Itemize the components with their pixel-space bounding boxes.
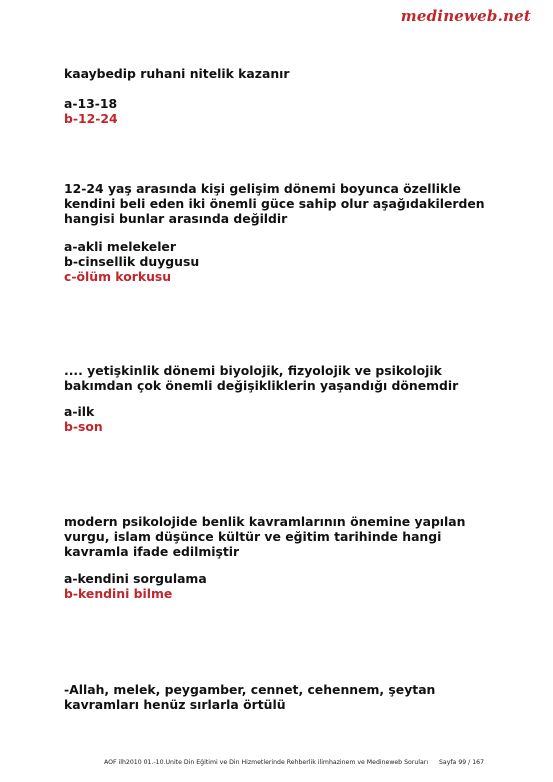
- site-brand: medineweb.net: [400, 7, 531, 25]
- option-a: a-ilk: [64, 404, 95, 419]
- question-text: .... yetişkinlik dönemi biyolojik, fizyolojik ve psikolojik bakımdan çok önemli değişikliklerin yaşandığı dönemdir: [64, 363, 459, 393]
- option-b: b-cinsellik duygusu: [64, 254, 200, 269]
- option-a: a-akli melekeler: [64, 239, 176, 254]
- option-c-correct: c-ölüm korkusu: [64, 269, 172, 284]
- option-b-correct: b-12-24: [64, 111, 118, 126]
- question-text: modern psikolojide benlik kavramlarının önemine yapılan vurgu, islam düşünce kültür ve eğitim tarihinde hangi kavramla ifade edilmiştir: [64, 514, 466, 559]
- footer-text: AÖF ilh2010 01.-10.Ünite Din Eğitimi ve Din Hizmetlerinde Rehberlik ilimhazinem ve Medineweb Soruları: [104, 759, 429, 766]
- question-text: 12-24 yaş arasında kişi gelişim dönemi boyunca özellikle kendini beli eden iki önemli güce sahip olur aşağıdakilerden hangisi bunlar arasında değildir: [64, 181, 485, 226]
- page-number: Sayfa 99 / 167: [439, 759, 485, 766]
- question-text: -Allah, melek, peygamber, cennet, cehennem, şeytan kavramları henüz sırlarla örtülü: [64, 682, 436, 712]
- option-b-correct: b-son: [64, 419, 103, 434]
- option-b-correct: b-kendini bilme: [64, 586, 173, 601]
- page-footer: [104, 759, 544, 766]
- option-a: a-kendini sorgulama: [64, 571, 207, 586]
- option-a: a-13-18: [64, 96, 118, 111]
- question-text: kaaybedip ruhani nitelik kazanır: [64, 66, 290, 81]
